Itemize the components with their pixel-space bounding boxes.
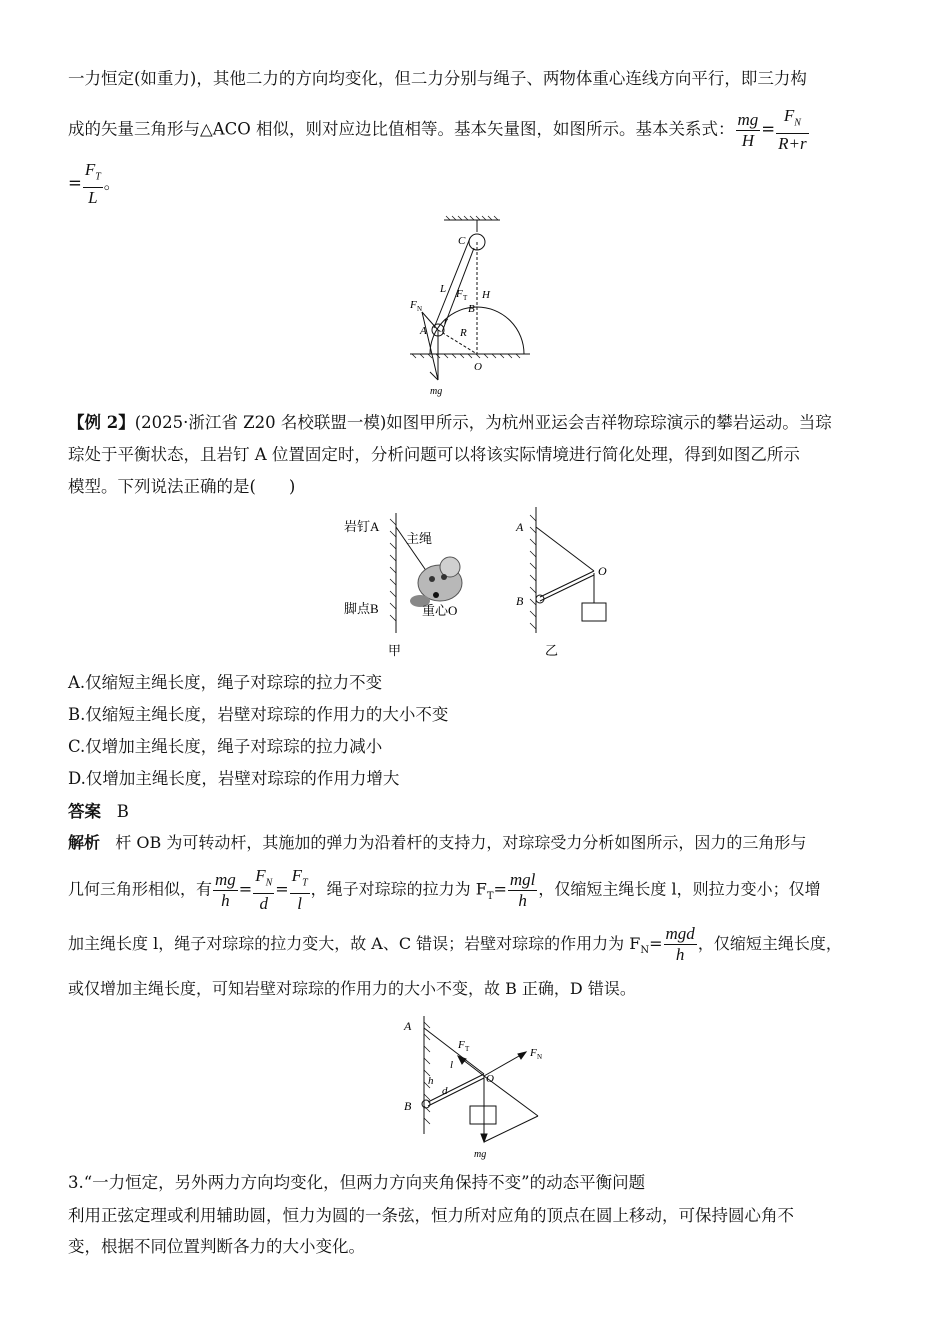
- svg-text:d: d: [442, 1085, 448, 1097]
- answer-line: [68, 801, 129, 823]
- analysis-label: 解析: [68, 833, 101, 852]
- svg-text:A: A: [404, 1019, 412, 1033]
- option-c: C.仅增加主绳长度，绳子对琮琮的拉力减小: [68, 737, 383, 756]
- svg-text:N: N: [537, 1053, 543, 1061]
- svg-text:O: O: [486, 1073, 494, 1085]
- example2-line1: 【例 2】(2025·浙江省 Z20 名校联盟一模)如图甲所示，为杭州亚运会吉祥物琮琮演示的攀岩运动。当琮: [68, 413, 832, 432]
- example2-line2: 琮处于平衡状态，且岩钉 A 位置固定时，分析问题可以将该实际情境进行简化处理，得到如图乙所示: [68, 445, 800, 464]
- svg-text:B: B: [516, 594, 524, 608]
- svg-text:F: F: [456, 288, 463, 300]
- analysis-line1: 解析 杆 OB 为可转动杆，其施加的弹力为沿着杆的支持力，对琮琮受力分析如图所示，因力的三角形与: [68, 833, 807, 852]
- svg-text:O: O: [598, 564, 607, 578]
- svg-text:A: A: [516, 520, 524, 534]
- fraction-FT-L: $\frac{F_T}{L}$: [84, 160, 101, 208]
- figure-force-analysis: [398, 1012, 558, 1160]
- answer-value: B: [116, 802, 129, 821]
- svg-text:F: F: [458, 1039, 465, 1051]
- fig1-label-C: C: [458, 235, 466, 247]
- svg-text:l: l: [450, 1059, 454, 1071]
- svg-text:T: T: [463, 294, 468, 302]
- svg-text:h: h: [428, 1075, 434, 1087]
- option-b: B.仅缩短主绳长度，岩壁对琮琮的作用力的大小不变: [68, 705, 449, 724]
- caption-yi: 乙: [545, 643, 559, 658]
- figure-vector-triangle: [400, 212, 540, 402]
- option-d: D.仅增加主绳长度，岩壁对琮琮的作用力增大: [68, 769, 400, 788]
- svg-text:O: O: [474, 361, 482, 373]
- figure-climbing: [340, 505, 630, 665]
- section3-line2: 变，根据不同位置判断各力的大小变化。: [68, 1237, 365, 1256]
- jia-label-anchor: 岩钉A: [344, 519, 380, 534]
- para1-line2-text: 成的矢量三角形与△ACO 相似，则对应边比值相等。基本矢量图，如图所示。基本关系式：: [68, 119, 735, 139]
- svg-text:F: F: [410, 299, 417, 311]
- mascot-image: [410, 557, 462, 607]
- svg-text:主绳: 主绳: [406, 531, 433, 546]
- fraction-FN-Rr: $\frac{F_N}{R+r}$: [778, 106, 807, 154]
- section3-title: 3.“一力恒定，另外两力方向均变化，但两力方向夹角保持不变”的动态平衡问题: [68, 1173, 646, 1192]
- svg-text:脚点B: 脚点B: [344, 601, 379, 616]
- answer-label: 答案: [68, 802, 101, 821]
- example2-line3: 模型。下列说法正确的是( ): [68, 477, 296, 496]
- svg-text:A: A: [420, 325, 427, 337]
- svg-text:mg: mg: [430, 386, 443, 397]
- option-a: A.仅缩短主绳长度，绳子对琮琮的拉力不变: [68, 673, 383, 692]
- example2-source: (2025·浙江省 Z20 名校联盟一模): [134, 413, 387, 432]
- analysis-line3: 加主绳长度 l，绳子对琮琮的拉力变大，故 A、C 错误；岩壁对琮琮的作用力为 $F_N=$ $\frac{\text{mgd}}{h}$ ，仅缩短主绳长度，: [68, 924, 842, 964]
- svg-text:F: F: [530, 1047, 537, 1059]
- svg-text:mg: mg: [474, 1149, 487, 1160]
- caption-jia: 甲: [388, 643, 402, 658]
- svg-text:H: H: [482, 289, 490, 301]
- analysis-line4: 或仅增加主绳长度，可知岩壁对琮琮的作用力的大小不变，故 B 正确，D 错误。: [68, 979, 636, 998]
- svg-text:B: B: [404, 1099, 412, 1113]
- svg-text:R: R: [460, 327, 467, 339]
- svg-text:N: N: [417, 305, 423, 313]
- svg-text:T: T: [465, 1045, 470, 1053]
- example2-tag: 【例 2】: [68, 413, 135, 432]
- fraction-mg-H: $\frac{mg}{H}$: [737, 109, 759, 150]
- svg-text:r: r: [444, 316, 448, 327]
- svg-text:L: L: [440, 283, 447, 295]
- section3-line1: 利用正弦定理或利用辅助圆，恒力为圆的一条弦，恒力所对应角的顶点在圆上移动，可保持圆心角不: [68, 1206, 794, 1225]
- svg-text:B: B: [468, 303, 475, 315]
- para1-line3: = $\frac{F_T}{L}$ 。: [68, 160, 121, 208]
- analysis-line2: 几何三角形相似，有 $\frac{mg}{h}$ = $\frac{F_N}{d}$ = $\frac{F_T}{l}$ ，绳子对琮琮的拉力为 $F_T=$ $\frac{\text{mgl}}{h}$ ，仅缩短主绳长度 l，则拉力变小；仅增: [68, 866, 821, 914]
- para1-line1: 一力恒定(如重力)，其他二力的方向均变化，但二力分别与绳子、两物体重心连线方向平行，即三力构: [68, 69, 807, 88]
- para1-line2: 成的矢量三角形与△ACO 相似，则对应边比值相等。基本矢量图，如图所示。基本关系式： $\frac{mg}{H}$ = $\frac{F_N}{R+r}$: [68, 106, 807, 154]
- svg-text:重心O: 重心O: [422, 603, 458, 618]
